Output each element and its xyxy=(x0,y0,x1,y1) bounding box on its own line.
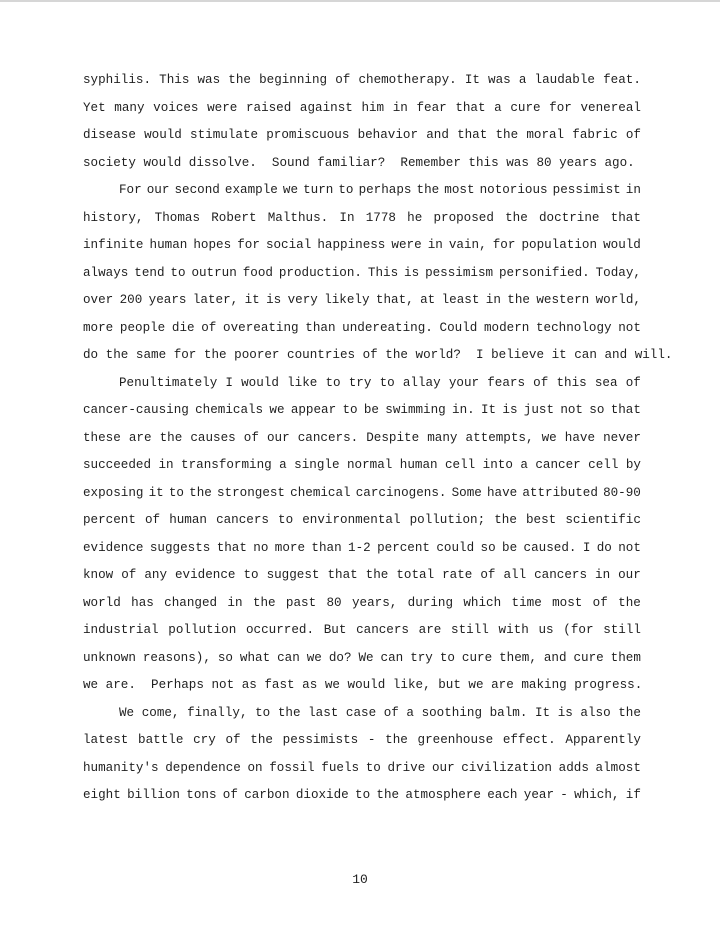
text-line: evidence suggests that no more than 1-2 percent could so be caused. I do not xyxy=(83,540,641,555)
page-number: 10 xyxy=(352,872,368,887)
text-line: For our second example we turn to perhaps the most notorious pessimist in xyxy=(119,183,641,197)
text-line: Penultimately I would like to try to allay your fears of this sea of xyxy=(119,375,641,390)
text-line: over 200 years later, it is very likely that, at least in the western world, xyxy=(83,293,641,307)
scan-top-edge xyxy=(0,0,720,2)
text-line: percent of human cancers to environmental pollution; the best scientific xyxy=(83,513,641,527)
text-line: we are. Perhaps not as fast as we would like, but we are making progress. xyxy=(83,678,643,692)
text-line: these are the causes of our cancers. Despite many attempts, we have never xyxy=(83,430,641,445)
text-line: society would dissolve. Sound familiar? Remember this was 80 years ago. xyxy=(83,155,635,170)
text-line: Yet many voices were raised against him in fear that a cure for venereal xyxy=(83,100,641,115)
text-line: We come, finally, to the last case of a soothing balm. It is also the xyxy=(119,705,641,720)
text-line: exposing it to the strongest chemical carcinogens. Some have attributed 80-90 xyxy=(83,485,641,500)
text-line: more people die of overeating than undereating. Could modern technology not xyxy=(83,320,641,335)
text-line: unknown reasons), so what can we do? We can try to cure them, and cure them xyxy=(83,650,641,665)
text-line: infinite human hopes for social happiness were in vain, for population would xyxy=(83,238,641,252)
text-line: latest battle cry of the pessimists - the greenhouse effect. Apparently xyxy=(83,733,641,747)
text-line: history, Thomas Robert Malthus. In 1778 he proposed the doctrine that xyxy=(83,210,641,225)
paragraph-cancer xyxy=(83,370,641,700)
text-line: cancer-causing chemicals we appear to be swimming in. It is just not so that xyxy=(83,403,641,417)
page-body-text xyxy=(83,67,673,810)
text-line: humanity's dependence on fossil fuels to drive our civilization adds almost xyxy=(83,760,641,775)
text-line: know of any evidence to suggest that the total rate of all cancers in our xyxy=(83,568,641,582)
text-line: syphilis. This was the beginning of chemotherapy. It was a laudable feat. xyxy=(83,73,641,87)
paragraph-malthus xyxy=(83,177,673,370)
text-line: always tend to outrun food production. This is pessimism personified. Today, xyxy=(83,265,641,280)
text-line: do the same for the poorer countries of the world? I believe it can and will. xyxy=(83,348,673,362)
paragraph-syphilis xyxy=(83,67,641,177)
paragraph-greenhouse xyxy=(83,700,641,810)
text-line: disease would stimulate promiscuous behavior and that the moral fabric of xyxy=(83,128,641,142)
text-line: world has changed in the past 80 years, during which time most of the xyxy=(83,595,641,610)
text-line: eight billion tons of carbon dioxide to the atmosphere each year - which, if xyxy=(83,788,641,802)
text-line: industrial pollution occurred. But cancers are still with us (for still xyxy=(83,623,641,637)
text-line: succeeded in transforming a single normal human cell into a cancer cell by xyxy=(83,458,641,472)
